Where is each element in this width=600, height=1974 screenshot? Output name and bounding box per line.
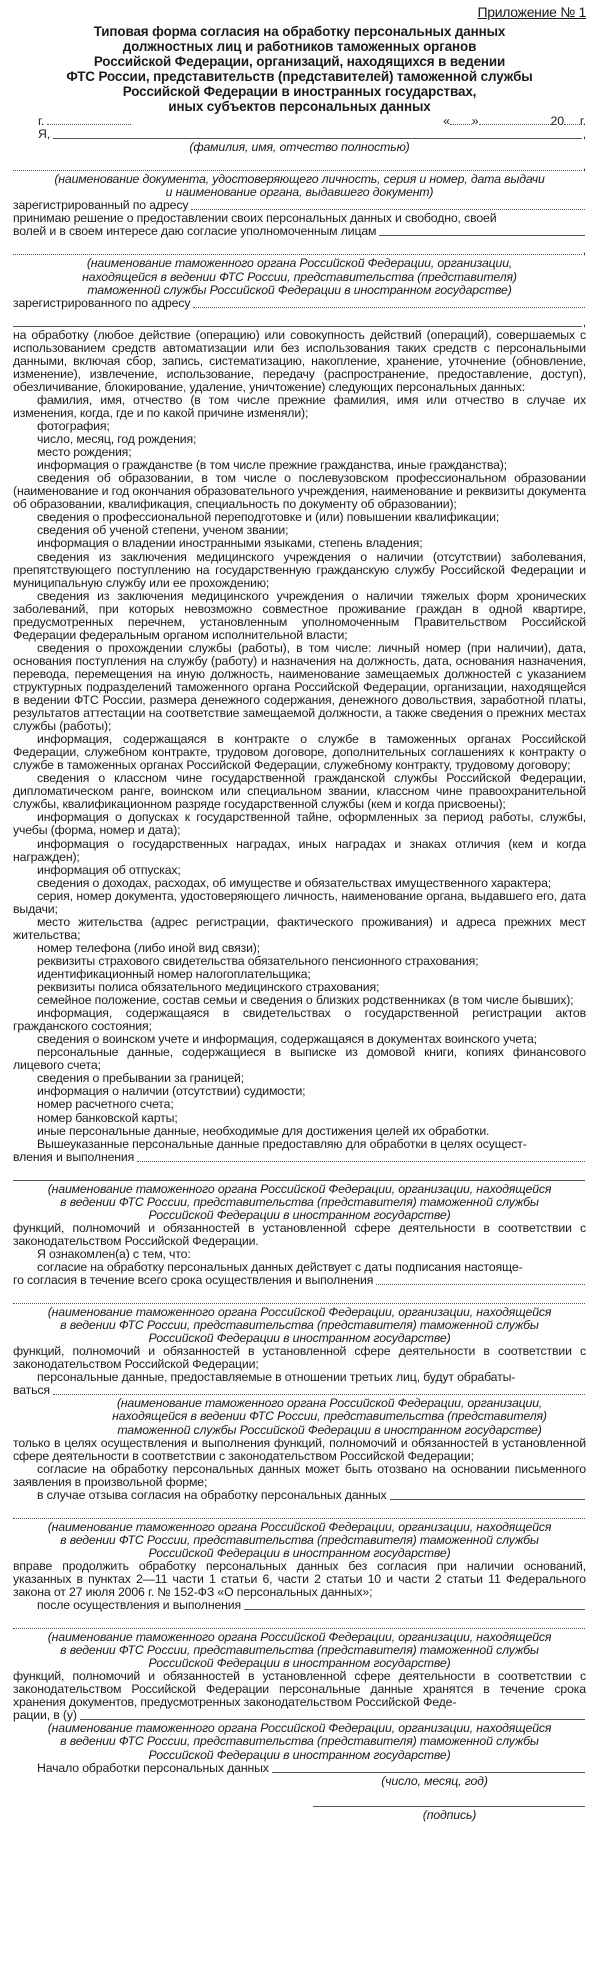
start-label: Начало обработки персональных данных: [37, 1760, 269, 1775]
org-caption: (наименование таможенного органа Российской Федерации, организации, находящейся: [47, 1181, 552, 1196]
data-item: сведения о прохождении службы (работы), в том числе: личный номер (при наличии), дата, основания поступления на службу (работу) и назначения на должность, дата, основания назначения, перевода, перемещения на иную должность, наименование замещаемых должностей с указанием структурных подразделений таможенного органа Российской Федерации, организации, находящейся в ведении ФТС России, размера денежного содержания, денежного довольствия, заработной платы, результатов аттестации на соответствие замещаемой должности, а также сведения о прежних местах службы (работы);: [13, 640, 586, 734]
org-caption: находящейся в ведении ФТС России, представительства (представителя): [112, 1409, 547, 1424]
authorized-persons-input[interactable]: [379, 225, 585, 236]
title-line: Российской Федерации, организаций, находящихся в ведении: [93, 54, 506, 69]
revoke-case-row-2: [13, 1508, 586, 1521]
comma: ,: [582, 314, 586, 329]
signature-input[interactable]: [313, 1796, 585, 1807]
city-label: г.: [38, 114, 45, 128]
quote-open: «: [443, 114, 450, 128]
year-input[interactable]: [564, 114, 580, 125]
comma: ,: [582, 243, 586, 258]
org-caption: Российской Федерации в иностранном государстве): [148, 1747, 451, 1762]
data-item: число, месяц, год рождения;: [37, 432, 197, 447]
data-item: персональные данные, содержащиеся в выписке из домовой книги, копиях финансового лицевого счета;: [13, 1045, 586, 1073]
org-caption: Российской Федерации в иностранном государстве): [148, 1207, 451, 1222]
org-input-1[interactable]: [13, 244, 582, 255]
revoke-case-label: в случае отзыва согласия на обработку персональных данных: [37, 1487, 387, 1502]
quote-close: »: [471, 114, 479, 128]
data-item: фамилия, имя, отчество (в том числе прежние фамилия, имя или отчество в случае их изменения, когда, где и по какой причине изменяли);: [13, 392, 586, 420]
data-item: номер расчетного счета;: [37, 1097, 174, 1112]
storage-paragraph: функций, полномочий и обязанностей в установленной сфере деятельности в соответствии с законодательством Российской Федерации персональные данные хранятся в течение срока хранения документов, предусмотренных законодательством Российской Феде-: [13, 1669, 586, 1710]
purpose-line: Вышеуказанные персональные данные предоставляю для обработки в целях осущест-: [37, 1136, 527, 1151]
day-input[interactable]: [450, 114, 472, 125]
data-item: фотография;: [37, 419, 110, 434]
data-item: место жительства (адрес регистрации, фактического проживания) и адреса прежних мест жительства;: [13, 914, 586, 942]
org-address-input[interactable]: [193, 297, 585, 308]
data-item: сведения о профессиональной переподготовке и (или) повышении квалификации;: [37, 510, 500, 525]
org-caption: (наименование таможенного органа Российской Федерации, организации,: [86, 256, 513, 271]
title-line: Российской Федерации в иностранных государствах,: [122, 84, 477, 99]
revoke-case-input[interactable]: [390, 1489, 585, 1500]
term-label: го согласия в течение всего срока осуществления и выполнения: [13, 1273, 374, 1288]
date-caption: (число, месяц, год): [381, 1773, 488, 1788]
org-caption: Российской Федерации в иностранном государстве): [148, 1656, 451, 1671]
data-item: информация о допусках к государственной тайне, оформленных за период работы, службы, учебы (форма, номер и дата);: [13, 810, 586, 838]
data-item: сведения об образовании, в том числе о послевузовском профессиональном образовании (наименование и год окончания образовательного учреждения, наименование и реквизиты документа об образовании, квалификация, специальность по документу об образовании);: [13, 471, 586, 512]
signature-caption: (подпись): [422, 1807, 477, 1822]
org-caption: в ведении ФТС России, представительства (представителя) таможенной службы: [60, 1318, 539, 1333]
data-item: информация, содержащаяся в контракте о службе в таможенных органах Российской Федерации, служебном контракте, трудовом договоре, дополнительных соглашениях к контракту о службе в таможенных органах Российской Федерации, служебному контракту, трудовому договору;: [13, 732, 586, 773]
data-item: сведения о доходах, расходах, об имуществе и обязательствах имущественного характера;: [37, 875, 552, 890]
data-item: сведения о воинском учете и информация, содержащаяся в документах воинского учета;: [37, 1032, 537, 1047]
org-caption: (наименование таможенного органа Российской Федерации, организации, находящейся: [47, 1630, 552, 1645]
registered-address-input[interactable]: [191, 199, 585, 210]
org-address-row-2: [13, 316, 586, 329]
org-caption: Российской Федерации в иностранном государстве): [148, 1331, 451, 1346]
org-caption: в ведении ФТС России, представительства (представителя) таможенной службы: [60, 1643, 539, 1658]
processing-paragraph: на обработку (любое действие (операцию) или совокупность действий (операций), совершаемых с использованием средств автоматизации или без использования таких средств с персональными данными, включая сбор, запись, систематизацию, накопление, хранение, уточнение (обновление, изменение), извлечение, использование, передачу (распространение, предоставление, доступ), обезличивание, блокирование, удаление, уничтожение) следующих персональных данных:: [13, 327, 586, 394]
id-document-caption-2: и наименование органа, выдавшего документ): [165, 185, 434, 200]
title-line: Типовая форма согласия на обработку персональных данных: [93, 24, 506, 39]
personal-data-list: [13, 394, 586, 1138]
org-caption: таможенной службы Российской Федерации в иностранном государстве): [117, 1422, 542, 1437]
data-item: информация о владении иностранными языками, степень владения;: [37, 536, 423, 551]
data-item: место рождения;: [37, 445, 132, 460]
start-row: [13, 1762, 586, 1775]
data-item: номер телефона (либо иной вид связи);: [37, 940, 261, 955]
storage-label: рации, в (у): [13, 1708, 77, 1723]
org-caption: (наименование таможенного органа Российской Федерации, организации, находящейся: [47, 1519, 552, 1534]
org-caption: Российской Федерации в иностранном государстве): [148, 1545, 451, 1560]
data-item: номер банковской карты;: [37, 1110, 178, 1125]
authorized-persons-label: волей и в своем интересе даю согласие уполномоченным лицам: [13, 224, 377, 239]
org-address-input-2[interactable]: [13, 316, 582, 327]
revoke-case-row: [13, 1489, 586, 1502]
data-item: сведения об ученой степени, ученом звании;: [37, 523, 289, 538]
comma: ,: [582, 159, 586, 174]
only-purpose-paragraph: только в целях осуществления и выполнения функций, полномочий и обязанностей в установленной сфере деятельности в соответствии с законодательством Российской Федерации;: [13, 1435, 586, 1463]
org-caption: (наименование таможенного органа Российской Федерации, организации, находящейся: [47, 1721, 552, 1736]
org-caption: находящейся в ведении ФТС России, представительства (представителя): [82, 269, 517, 284]
comma: ,: [582, 127, 586, 142]
org-caption: (наименование таможенного органа Российской Федерации, организации, находящейся: [47, 1305, 552, 1320]
term-line: согласие на обработку персональных данных действует с даты подписания настояще-: [37, 1259, 523, 1274]
city-input[interactable]: [47, 114, 131, 125]
term-input-2[interactable]: [13, 1293, 585, 1304]
term-input[interactable]: [376, 1274, 585, 1285]
after-input-2[interactable]: [13, 1618, 585, 1629]
after-label: после осуществления и выполнения: [37, 1598, 242, 1613]
data-item: сведения о классном чине государственной гражданской службы Российской Федерации, дипломатическом ранге, воинском или специальном звании, классном чине правоохранительной службы, квалификационном разряде государственной службы (кем и когда присвоены);: [13, 771, 586, 812]
title-line: иных субъектов персональных данных: [168, 99, 431, 114]
signature-row: [313, 1796, 586, 1809]
purpose-input-2[interactable]: [13, 1170, 585, 1181]
term-row: [13, 1274, 586, 1287]
place-date-row: [13, 114, 586, 128]
revoke-paragraph: согласие на обработку персональных данных может быть отозвано на основании письменного заявления в произвольной форме;: [13, 1461, 586, 1489]
org-caption: в ведении ФТС России, представительства (представителя) таможенной службы: [60, 1734, 539, 1749]
consent-form-page: [13, 4, 586, 1822]
data-item: сведения из заключения медицинского учреждения о наличии тяжелых форм хронических заболеваний, при которых невозможно совместное проживание граждан в одной квартире, предусмотренных перечнем, установленным уполномоченным Правительством Российской Федерации федеральным органом исполнительной власти;: [13, 588, 586, 642]
org-address-label: зарегистрированного по адресу: [13, 295, 191, 310]
functions-paragraph: функций, полномочий и обязанностей в установленной сфере деятельности в соответствии с законодательством Российской Федерации.: [13, 1220, 586, 1248]
data-item: реквизиты полиса обязательного медицинского страхования;: [37, 980, 380, 995]
decision-line: принимаю решение о предоставлении своих персональных данных и свободно, своей: [13, 211, 497, 226]
start-date-input[interactable]: [272, 1762, 585, 1773]
form-title: [13, 24, 586, 114]
purpose-row-2: [13, 1170, 586, 1183]
id-document-caption-1: (наименование документа, удостоверяющего личность, серия и номер, дата выдачи: [54, 172, 545, 187]
org-address-row: [13, 297, 586, 310]
data-item: информация, содержащаяся в свидетельствах о государственной регистрации актов гражданского состояния;: [13, 1006, 586, 1034]
org-caption: (наименование таможенного органа Российской Федерации, организации,: [116, 1396, 543, 1411]
date-field[interactable]: [443, 114, 586, 128]
continue-paragraph: вправе продолжить обработку персональных данных без согласия при наличии оснований, указанных в пунктах 2—11 части 1 статьи 6, части 2 статьи 10 и части 2 статьи 11 Федерального закона от 27 июля 2006 г. № 152-ФЗ «О персональных данных»;: [13, 1558, 586, 1600]
org-caption: в ведении ФТС России, представительства (представителя) таможенной службы: [60, 1194, 539, 1209]
data-item: информация о гражданстве (в том числе прежние гражданства, иные гражданства);: [37, 458, 508, 473]
data-item: сведения о пребывании за границей;: [37, 1071, 245, 1086]
functions-paragraph: функций, полномочий и обязанностей в установленной сфере деятельности в соответствии с законодательством Российской Федерации;: [13, 1344, 586, 1372]
appendix-label: Приложение № 1: [477, 4, 586, 20]
i-label: Я,: [38, 127, 50, 142]
after-input[interactable]: [244, 1599, 585, 1610]
data-item: идентификационный номер налогоплательщика;: [37, 967, 311, 981]
aware-line: Я ознакомлен(а) с тем, что:: [37, 1246, 191, 1261]
purpose-row: [13, 1151, 586, 1164]
city-field[interactable]: [38, 114, 131, 128]
data-item: семейное положение, состав семьи и сведения о близких родственниках (в том числе бывших);: [37, 993, 574, 1008]
data-item: информация о наличии (отсутствии) судимости;: [37, 1084, 306, 1099]
org-caption: в ведении ФТС России, представительства (представителя) таможенной службы: [60, 1532, 539, 1547]
third-parties-input[interactable]: [53, 1384, 585, 1395]
title-line: ФТС России, представительств (представителей) таможенной службы: [66, 69, 533, 84]
storage-input[interactable]: [80, 1709, 585, 1720]
authorized-persons-row: [13, 225, 586, 238]
title-line: должностных лиц и работников таможенных органов: [122, 39, 477, 54]
data-item: реквизиты страхового свидетельства обязательного пенсионного страхования;: [37, 953, 479, 968]
form-body: [13, 114, 586, 1822]
purpose-label: вления и выполнения: [13, 1149, 135, 1164]
org-caption: таможенной службы Российской Федерации в иностранном государстве): [87, 282, 512, 297]
year-prefix: 20: [550, 114, 564, 128]
month-input[interactable]: [479, 114, 551, 125]
data-item: информация о государственных наградах, иных наградах и знаках отличия (кем и когда награжден);: [13, 836, 586, 864]
third-parties-line: персональные данные, предоставляемые в отношении третьих лиц, будут обрабаты-: [37, 1370, 516, 1385]
registered-address-label: зарегистрированный по адресу: [13, 198, 189, 213]
data-item: информация об отпусках;: [37, 862, 181, 877]
data-item: иные персональные данные, необходимые для достижения целей их обработки.: [37, 1123, 490, 1138]
purpose-input[interactable]: [137, 1151, 585, 1162]
third-parties-label: ваться: [13, 1383, 50, 1398]
data-item: сведения из заключения медицинского учреждения о наличии (отсутствии) заболевания, препятствующего поступлению на государственную гражданскую службу Российской Федерации и муниципальную службу или ее прохождению;: [13, 549, 586, 590]
revoke-case-input-2[interactable]: [13, 1508, 585, 1519]
after-row: [13, 1599, 586, 1612]
data-item: серия, номер документа, удостоверяющего личность, наименование органа, выдавшего его, дата выдачи;: [13, 888, 586, 916]
id-document-input[interactable]: [13, 160, 582, 171]
year-suffix: г.: [579, 114, 586, 128]
fio-caption: (фамилия, имя, отчество полностью): [189, 140, 410, 155]
fio-input[interactable]: [53, 128, 582, 139]
